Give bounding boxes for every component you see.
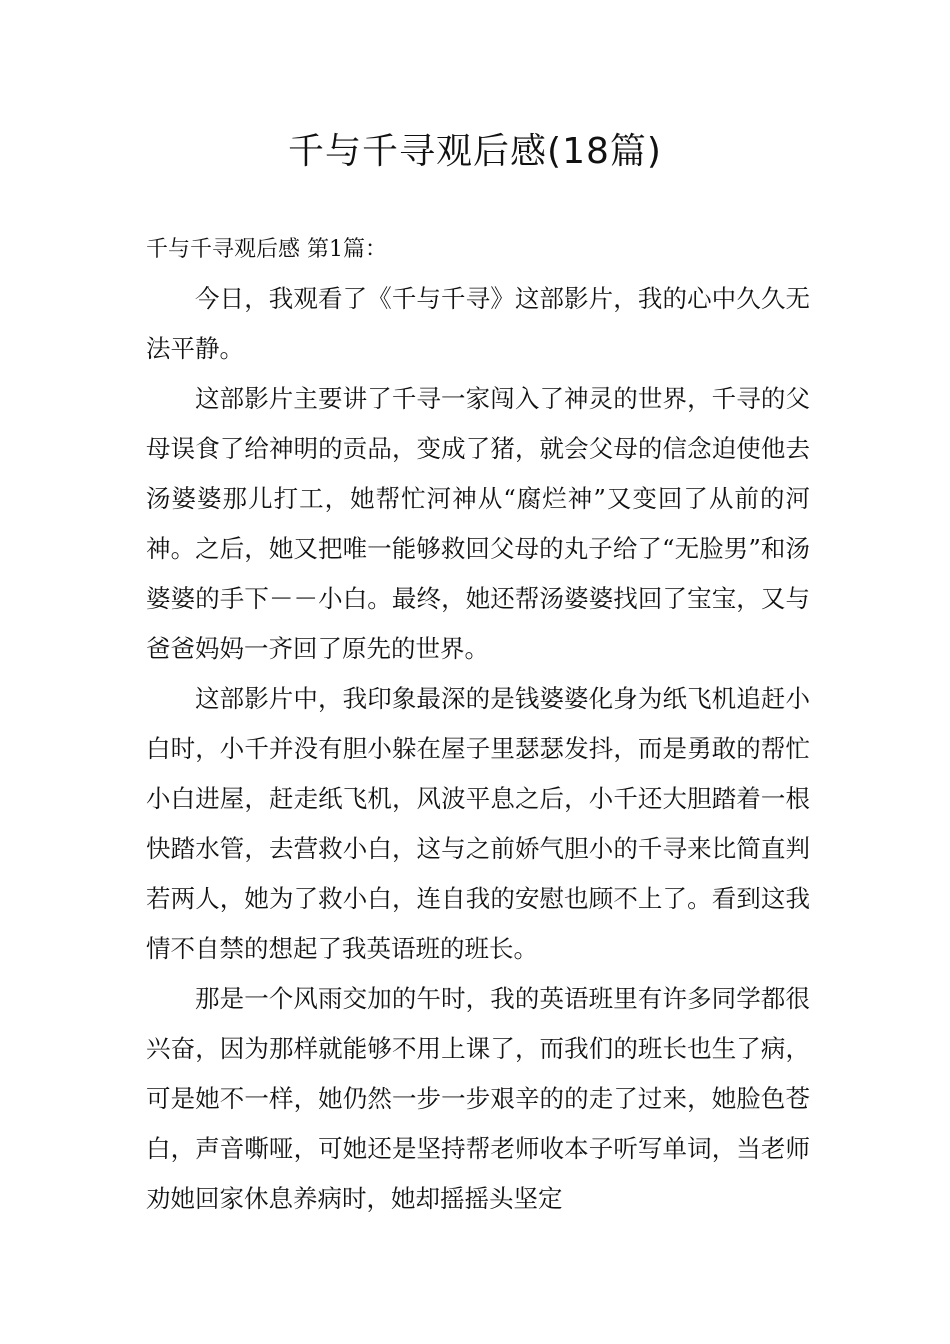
section-heading: 千与千寻观后感 第1篇： bbox=[146, 237, 387, 262]
paragraph-2: 这部影片主要讲了千寻一家闯入了神灵的世界，千寻的父母误食了给神明的贡品，变成了猪，就会父母的信念迫使他去汤婆婆那儿打工，她帮忙河神从“腐烂神”又变回了从前的河神。之后，她又把唯一能够救回父母的丸子给了“无脸男”和汤婆婆的手下－－小白。最终，她还帮汤婆婆找回了宝宝，又与爸爸妈妈一齐回了原先的世界。 bbox=[146, 384, 810, 663]
document-title: 千与千寻观后感(18篇) bbox=[288, 131, 662, 172]
paragraph-1: 今日，我观看了《千与千寻》这部影片，我的心中久久无法平静。 bbox=[146, 284, 810, 363]
document-body bbox=[146, 226, 810, 1224]
paragraph-4: 那是一个风雨交加的午时，我的英语班里有许多同学都很兴奋，因为那样就能够不用上课了，而我们的班长也生了病，可是她不一样，她仍然一步一步艰辛的的走了过来，她脸色苍白，声音嘶哑，可她还是坚持帮老师收本子听写单词，当老师劝她回家休息养病时，她却摇摇头坚定 bbox=[146, 984, 810, 1213]
paragraph-3: 这部影片中，我印象最深的是钱婆婆化身为纸飞机追赶小白时，小千并没有胆小躲在屋子里瑟瑟发抖，而是勇敢的帮忙小白进屋，赶走纸飞机，风波平息之后，小千还大胆踏着一根快踏水管，去营救小白，这与之前娇气胆小的千寻来比简直判若两人，她为了救小白，连自我的安慰也顾不上了。看到这我情不自禁的想起了我英语班的班长。 bbox=[146, 684, 810, 963]
